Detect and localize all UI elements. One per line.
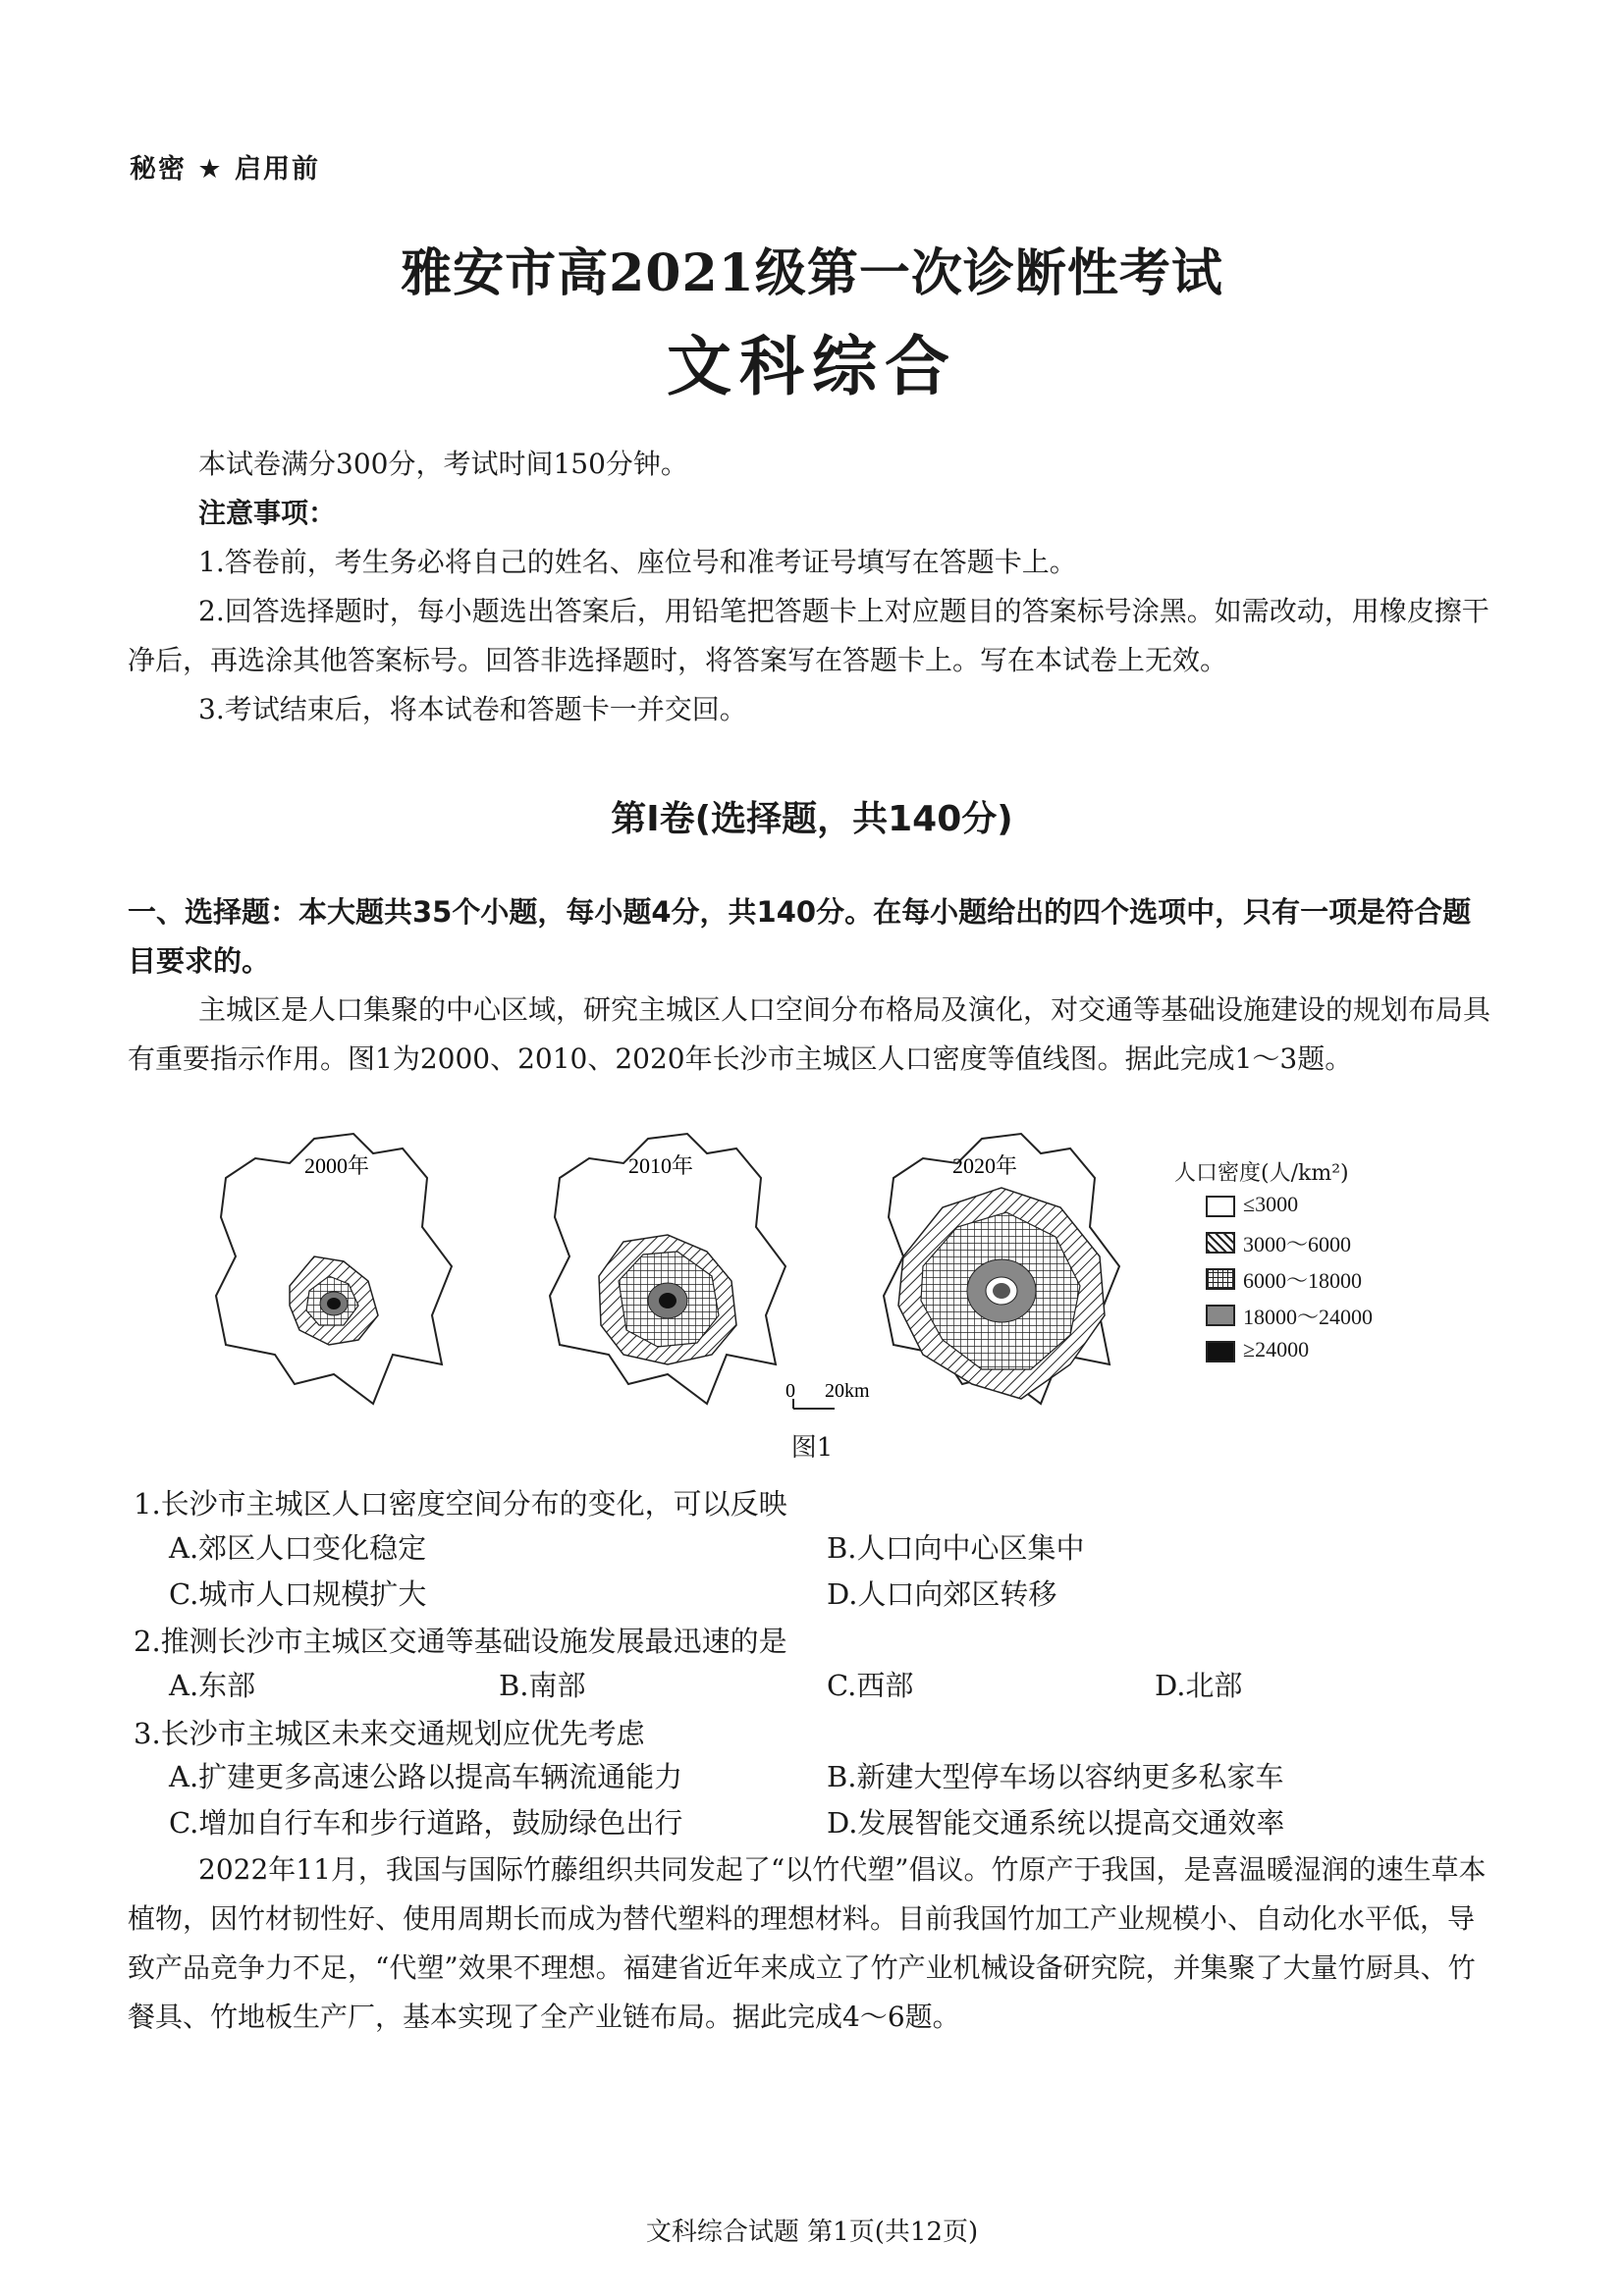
section-instruction: 一、选择题：本大题共35个小题，每小题4分，共140分。在每小题给出的四个选项中，只有一项是符合题目要求的。 [128,895,1472,978]
q1-option-b: B.人口向中心区集中 [827,1531,1085,1565]
legend-swatch-2 [1206,1232,1235,1254]
notice-2: 2.回答选择题时，每小题选出答案后，用铅笔把答题卡上对应题目的答案标号涂黑。如需改动，用橡皮擦干净后，再选涂其他答案标号。回答非选择题时，将答案写在答题卡上。写在本试卷上无效。 [128,595,1489,676]
map-label-2000: 2000年 [304,1153,370,1178]
q3-option-a: A.扩建更多高速公路以提高车辆流通能力 [169,1760,683,1793]
q2-option-b: B.南部 [499,1669,586,1702]
notice-3: 3.考试结束后，将本试卷和答题卡一并交回。 [198,693,747,725]
notice-1: 1.答卷前，考生务必将自己的姓名、座位号和准考证号填写在答题卡上。 [198,546,1077,578]
map-label-2010: 2010年 [628,1153,694,1178]
q3-option-b: B.新建大型停车场以容纳更多私家车 [827,1760,1284,1793]
passage-2: 2022年11月，我国与国际竹藤组织共同发起了“以竹代塑”倡议。竹原产于我国，是喜温暖湿润的速生草本植物，因竹材韧性好、使用周期长而成为替代塑料的理想材料。目前我国竹加工产业规模小、自动化水平低，导致产品竞争力不足，“代塑”效果不理想。福建省近年来成立了竹产业机械设备研究院，并集聚了大量竹厨具、竹餐具、竹地板生产厂，基本实现了全产业链布局。据此完成4～6题。 [128,1853,1487,2033]
q1-option-c: C.城市人口规模扩大 [169,1577,427,1611]
legend-label-1: ≤3000 [1243,1192,1299,1216]
legend-swatch-3 [1206,1268,1235,1290]
legend-label-3: 6000～18000 [1243,1268,1363,1293]
instruction-block [128,887,1492,1084]
passage-2-block [128,1845,1492,2042]
q1-option-d: D.人口向郊区转移 [827,1577,1057,1611]
legend-label-5: ≥24000 [1243,1337,1310,1362]
legend-title: 人口密度(人/km²) [1174,1161,1349,1186]
scale-bar [785,1380,870,1409]
page-footer: 文科综合试题 第1页(共12页) [645,2217,979,2247]
section-title: 第Ⅰ卷(选择题，共140分) [611,799,1013,839]
passage-1: 主城区是人口集聚的中心区域，研究主城区人口空间分布格局及演化，对交通等基础设施建设的规划布局具有重要指示作用。图1为2000、2010、2020年长沙市主城区人口密度等值线图。据此完成1～3题。 [128,993,1491,1075]
q2-option-a: A.东部 [169,1669,256,1702]
legend-swatch-5 [1206,1341,1235,1362]
figure-caption: 图1 [790,1433,834,1463]
legend-swatch-1 [1206,1196,1235,1217]
q2-option-c: C.西部 [827,1669,914,1702]
exam-title: 雅安市高2021级第一次诊断性考试 [401,243,1223,303]
question-2-stem: 2.推测长沙市主城区交通等基础设施发展最迅速的是 [134,1625,787,1658]
legend-swatch-4 [1206,1305,1235,1326]
intro-block [128,440,1492,734]
legend-label-2: 3000～6000 [1243,1232,1352,1256]
population-density-maps [196,1119,1178,1423]
scale-distance: 20km [825,1380,870,1402]
map-label-2020: 2020年 [952,1153,1018,1178]
notice-heading: 注意事项： [198,497,337,529]
subject-title: 文科综合 [667,328,957,404]
q1-option-a: A.郊区人口变化稳定 [169,1531,427,1565]
full-score-text: 本试卷满分300分，考试时间150分钟。 [198,448,688,480]
confidential-label: 秘密 ★ 启用前 [130,154,321,185]
q2-option-d: D.北部 [1155,1669,1243,1702]
question-1-stem: 1.长沙市主城区人口密度空间分布的变化，可以反映 [134,1487,787,1521]
q3-option-c: C.增加自行车和步行道路，鼓励绿色出行 [169,1806,683,1840]
legend-label-4: 18000～24000 [1243,1305,1374,1329]
question-3-stem: 3.长沙市主城区未来交通规划应优先考虑 [134,1717,645,1750]
q3-option-d: D.发展智能交通系统以提高交通效率 [827,1806,1285,1840]
scale-zero: 0 [785,1380,795,1402]
